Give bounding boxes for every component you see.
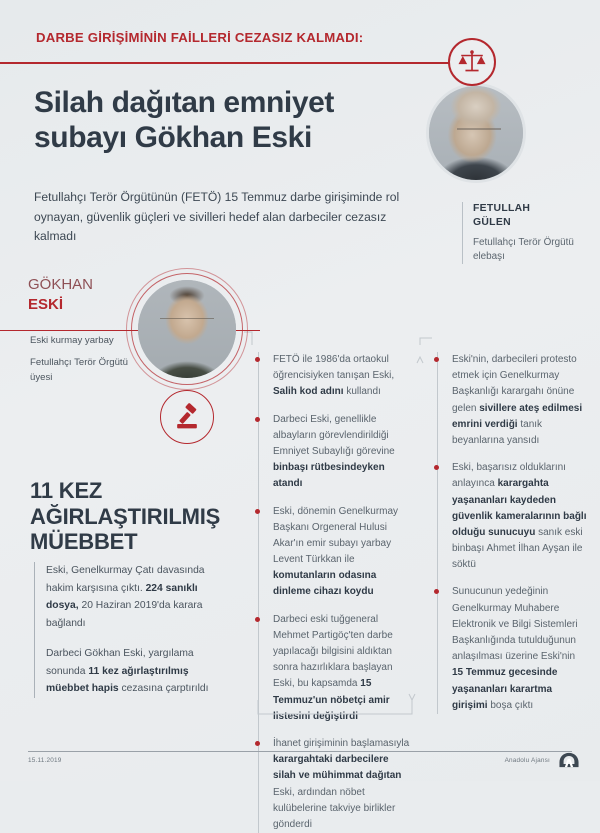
timeline-bullet: [258, 504, 412, 601]
timeline-bullet-text: İhanet girişiminin başlamasıyla karargahtaki darbecilere silah ve mühimmat dağıtan Eski, ardından nöbet kulübelerine takviye birlikler gönderdi: [273, 737, 410, 830]
timeline-list-middle: [258, 352, 412, 833]
eski-face-graphic: [138, 280, 236, 378]
footer-agency-name: Anadolu Ajansı: [504, 757, 550, 764]
bullet-dot-icon: [255, 357, 260, 362]
verdict-paragraph: Darbeci Gökhan Eski, yargılama sonunda 11 kez ağırlaştırılmış müebbet hapis cezasına çarptırıldı: [46, 647, 209, 695]
standfirst-text: Fetullahçı Terör Örgütünün (FETÖ) 15 Temmuz darbe girişiminde rol oynayan, güvenlik güçleri ve sivilleri hedef alan darbeciler cezasız kalmadı: [34, 190, 400, 244]
eski-name-last: ESKİ: [28, 295, 64, 313]
eski-meta: [30, 334, 136, 386]
fethullah-gulen-photo: [426, 83, 526, 183]
timeline-bullet: [437, 460, 587, 573]
timeline-list-right: [437, 352, 587, 714]
gulen-glasses-graphic: [457, 128, 501, 137]
timeline-bullet-text: Eski'nin, darbecileri protesto etmek için Genelkurmay Başkanlığı karargahı önüne gelen sivillere ateş edilmesi emrini verdiği tanık beyanlarına yansıdı: [452, 354, 583, 446]
timeline-bullet: [258, 412, 412, 493]
timeline-bullet: [258, 352, 412, 401]
footer-divider: [28, 751, 572, 752]
timeline-column-right: [437, 352, 587, 714]
gulen-role: Fetullahçı Terör Örgütü elebaşı: [473, 237, 574, 263]
gulen-name-first: FETULLAH: [473, 203, 531, 214]
timeline-bullet-text: Darbeci eski tuğgeneral Mehmet Partigöç'ten darbe yapılacağı bilgisini aldıktan sonra hazırlıklara başlayan Eski, bu kapsamda 15 Temmuz'un nöbetçi amir listesini değiştirdi: [273, 613, 393, 722]
timeline-bullet-text: Eski, dönemin Genelkurmay Başkanı Orgeneral Hulusi Akar'ın emir subayı yarbay Levent Türkkan ile komutanların odasına dinleme cihazı koydu: [273, 505, 399, 598]
bullet-dot-icon: [434, 589, 439, 594]
timeline-bullet-text: Eski, başarısız olduklarını anlayınca karargahta yaşananları kaydeden güvenlik kameralarının bağlı olduğu sunucuyu sanık eski binbaşı Ahmet İlhan Ayşan ile söktü: [452, 462, 587, 571]
eski-name-first: GÖKHAN: [28, 276, 94, 293]
footer-date: 15.11.2019: [28, 757, 62, 764]
gulen-name-last: GÜLEN: [473, 216, 511, 228]
kicker-headline: DARBE GİRİŞİMİNİN FAİLLERİ CEZASIZ KALMADI:: [36, 30, 364, 45]
bullet-dot-icon: [255, 617, 260, 622]
timeline-bullet-text: Darbeci Eski, genellikle albayların görevlendirildiği Emniyet Subaylığı görevine binbaşı rütbesindeyken atandı: [273, 413, 395, 490]
timeline-bullet: [437, 584, 587, 714]
bullet-dot-icon: [434, 465, 439, 470]
gulen-caption: [462, 202, 590, 264]
bullet-dot-icon: [255, 741, 260, 746]
verdict-body: [34, 562, 226, 698]
gokhan-eski-photo: [126, 268, 248, 390]
kicker-divider: [0, 62, 466, 64]
eski-glasses-graphic: [160, 318, 214, 328]
page-title: Silah dağıtan emniyet subayı Gökhan Eski: [34, 86, 335, 155]
eski-photo-frame: [138, 280, 236, 378]
bullet-dot-icon: [434, 357, 439, 362]
timeline-bullet-text: Sunucunun yedeğinin Genelkurmay Muhabere Elektronik ve Bilgi Sistemleri Başkanlığında tutulduğunun anlaşılması üzerine Eski'nin 15 Temmuz gecesinde yaşananları karartma girişimi boşa çıktı: [452, 586, 578, 711]
timeline-column-middle: [258, 352, 412, 833]
gulen-name: [473, 202, 590, 229]
verdict-paragraph: Eski, Genelkurmay Çatı davasında hakim karşısına çıktı. 224 sanıklı dosya, 20 Haziran 2019'da karara bağlandı: [46, 565, 205, 630]
eski-organization: Fetullahçı Terör Örgütü üyesi: [30, 356, 128, 383]
gavel-icon: [160, 390, 214, 444]
eski-rank: Eski kurmay yarbay: [30, 335, 114, 346]
verdict-title: 11 KEZ AĞIRLAŞTIRILMIŞ MÜEBBET: [30, 478, 221, 555]
timeline-bullet: [437, 352, 587, 449]
bullet-dot-icon: [255, 509, 260, 514]
scales-of-justice-icon: [448, 38, 496, 86]
eski-name-label: [28, 275, 93, 314]
timeline-bullet: [258, 612, 412, 725]
bullet-dot-icon: [255, 417, 260, 422]
aa-logo-icon: [556, 752, 582, 768]
timeline-bullet-text: FETÖ ile 1986'da ortaokul öğrencisiyken tanışan Eski, Salih kod adını kullandı: [273, 354, 395, 398]
